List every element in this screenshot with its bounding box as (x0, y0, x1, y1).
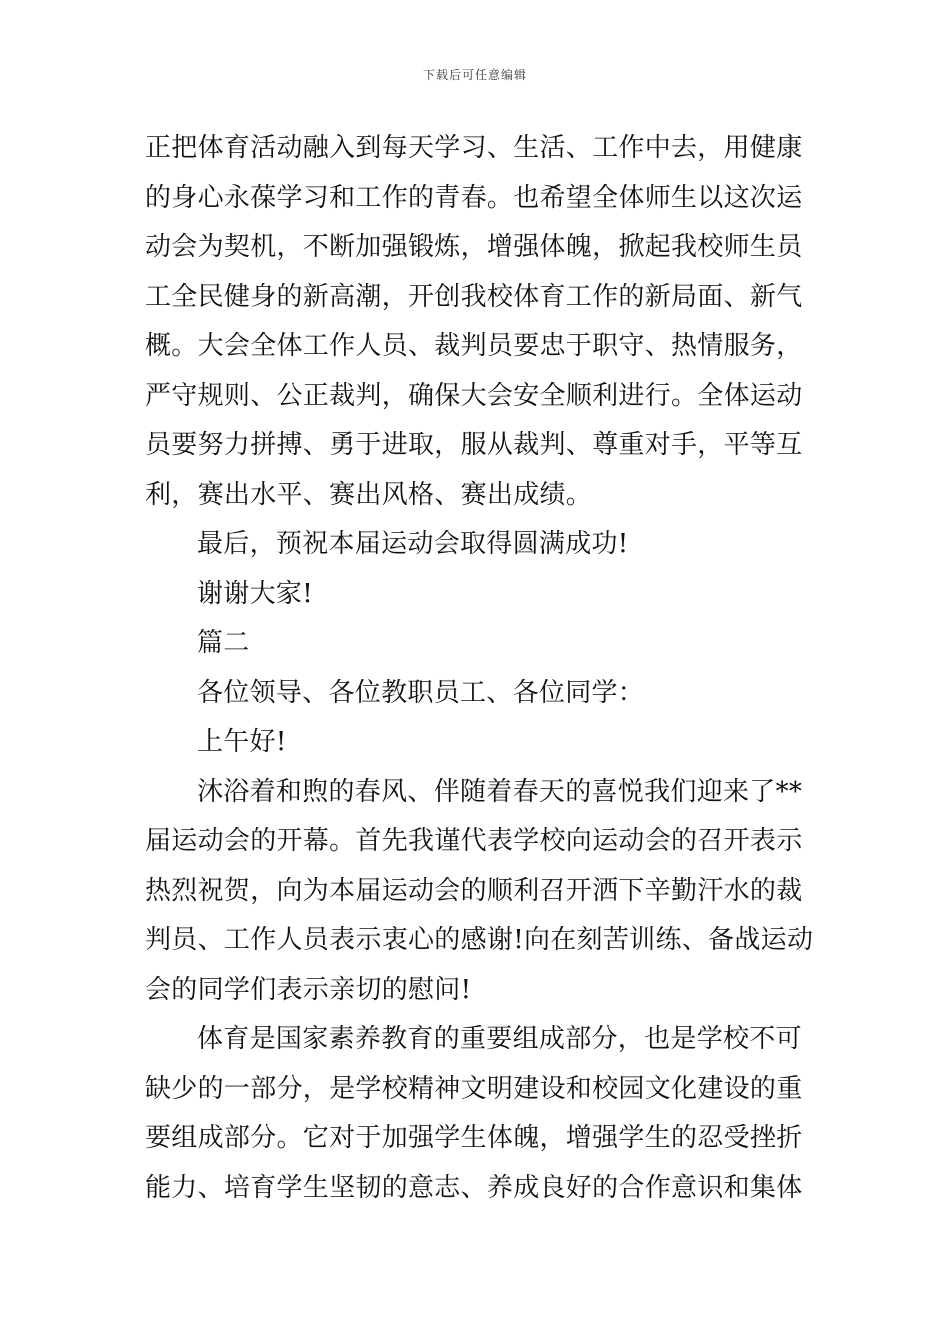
text-line: 正把体育活动融入到每天学习、生活、工作中去，用健康 (145, 133, 803, 163)
paragraph (145, 1015, 810, 1213)
text-line: 动会为契机，不断加强锻炼，增强体魄，掀起我校师生员 (145, 232, 803, 262)
text-line: 能力、培育学生坚韧的意志、养成良好的合作意识和集体 (145, 1172, 803, 1203)
text-line: 最后，预祝本届运动会取得圆满成功! (197, 529, 629, 559)
text-line: 的身心永葆学习和工作的青春。也希望全体师生以这次运 (145, 182, 803, 213)
text-line: 沐浴着和煦的春风、伴随着春天的喜悦我们迎来了** (197, 776, 803, 807)
section-heading (145, 619, 810, 669)
paragraph-thanks (145, 570, 810, 620)
text-line: 各位领导、各位教职员工、各位同学： (197, 677, 645, 708)
text-line: 判员、工作人员表示衷心的感谢!向在刻苦训练、备战运动 (145, 925, 814, 955)
paragraph-closing-wish (145, 520, 810, 570)
text-line: 篇二 (197, 628, 250, 658)
paragraph-salutation (145, 669, 810, 719)
paragraph (145, 124, 810, 520)
text-line: 热烈祝贺，向为本届运动会的顺利召开洒下辛勤汗水的裁 (145, 875, 803, 906)
text-line: 上午好! (197, 727, 287, 757)
text-line: 概。大会全体工作人员、裁判员要忠于职守、热情服务， (145, 331, 803, 361)
text-line: 届运动会的开幕。首先我谨代表学校向运动会的召开表示 (145, 826, 803, 856)
text-line: 工全民健身的新高潮，开创我校体育工作的新局面、新气 (145, 281, 803, 312)
text-line: 会的同学们表示亲切的慰问! (145, 974, 472, 1005)
text-line: 员要努力拼搏、勇于进取，服从裁判、尊重对手，平等互 (145, 430, 803, 460)
paragraph (145, 768, 814, 1016)
text-line: 缺少的一部分，是学校精神文明建设和校园文化建设的重 (145, 1073, 803, 1104)
text-line: 谢谢大家! (197, 578, 313, 609)
text-line: 利，赛出水平、赛出风格、赛出成绩。 (145, 479, 593, 510)
document-body (145, 124, 814, 1213)
text-line: 要组成部分。它对于加强学生体魄，增强学生的忍受挫折 (145, 1123, 803, 1153)
page-header: 下载后可任意编辑 (422, 68, 527, 82)
paragraph-greeting (145, 718, 810, 768)
text-line: 严守规则、公正裁判，确保大会安全顺利进行。全体运动 (145, 380, 803, 411)
text-line: 体育是国家素养教育的重要组成部分，也是学校不可 (197, 1024, 802, 1054)
